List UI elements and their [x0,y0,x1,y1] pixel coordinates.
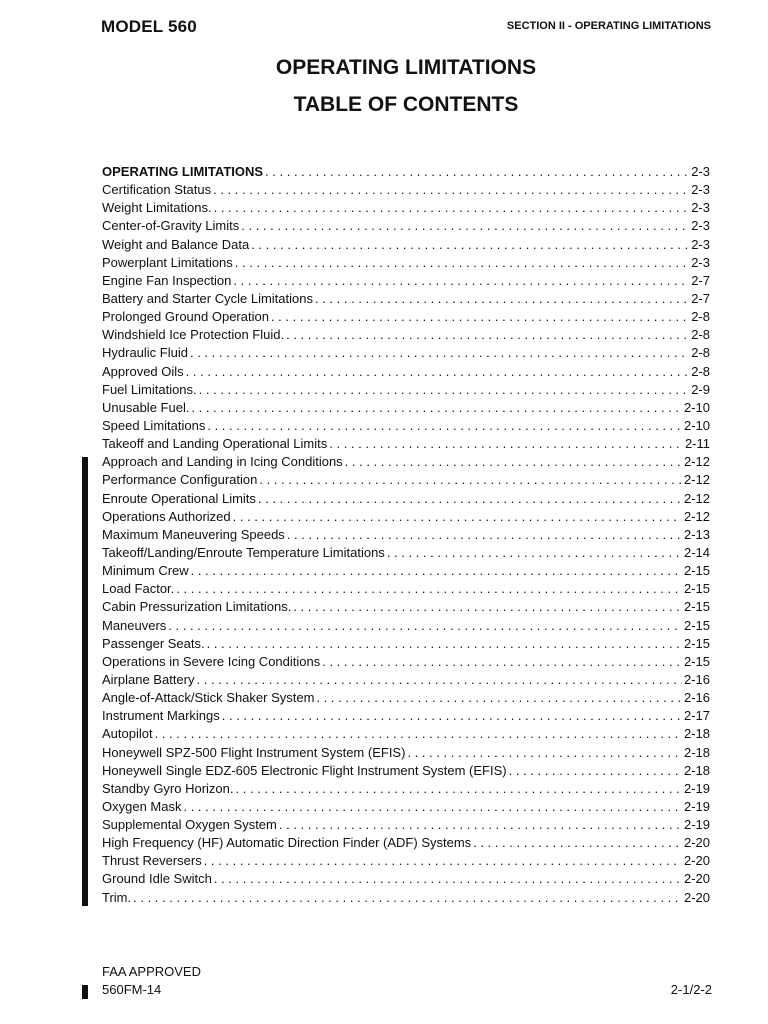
header-section: SECTION II - OPERATING LIMITATIONS [506,20,711,32]
toc-entry-page: 2-15 [683,653,710,669]
toc-entry-page: 2-3 [691,182,710,198]
toc-entry [102,471,710,489]
toc-entry [102,870,710,888]
toc-entry-page: 2-9 [691,381,710,397]
toc-entry [102,617,710,635]
toc-entry [102,399,710,417]
toc-entry [102,780,710,798]
toc-entry [102,290,710,308]
toc-entry-page: 2-19 [683,780,710,796]
toc-entry-page: 2-3 [691,200,710,216]
toc-dot-leader [271,308,689,326]
toc-dot-leader [214,870,682,888]
toc-entry-page: 2-15 [683,617,710,633]
toc-entry [102,272,710,290]
toc-entry [102,762,710,780]
toc-entry-label: Angle-of-Attack/Stick Shaker System [102,690,315,706]
toc-dot-leader [207,635,682,653]
toc-entry [102,363,710,381]
table-of-contents [102,163,710,907]
toc-entry [102,744,710,762]
toc-dot-leader [235,254,689,272]
toc-dot-leader [236,780,682,798]
toc-entry-label: Battery and Starter Cycle Limitations [102,290,313,306]
toc-dot-leader [241,217,689,235]
toc-entry-label: Enroute Operational Limits [102,490,256,506]
toc-entry [102,580,710,598]
toc-dot-leader [186,363,690,381]
toc-entry [102,308,710,326]
toc-entry-page: 2-8 [691,309,710,325]
toc-entry-label: Autopilot [102,726,153,742]
toc-entry-page: 2-16 [683,671,710,687]
toc-entry-label: Windshield Ice Protection Fluid. [102,327,285,343]
toc-entry-page: 2-3 [691,164,710,179]
toc-entry-label: Certification Status [102,182,212,198]
toc-entry-label: Performance Configuration [102,472,258,488]
toc-dot-leader [287,526,682,544]
toc-entry-page: 2-11 [684,436,710,452]
toc-entry [102,707,710,725]
toc-entry [102,689,710,707]
toc-entry-page: 2-10 [683,399,710,415]
toc-dot-leader [315,290,689,308]
toc-dot-leader [251,236,689,254]
toc-dot-leader [279,816,682,834]
toc-entry-label: High Frequency (HF) Automatic Direction Finder (ADF) Systems [102,835,472,851]
toc-entry [102,798,710,816]
toc-entry [102,544,710,562]
header-model: MODEL 560 [101,17,197,36]
toc-dot-leader [345,453,682,471]
toc-dot-leader [214,199,690,217]
toc-entry [102,816,710,834]
toc-dot-leader [233,508,682,526]
toc-entry-page: 2-18 [683,744,710,760]
toc-entry-page: 2-10 [683,417,710,433]
toc-entry-page: 2-20 [683,835,710,851]
toc-entry [102,834,710,852]
toc-dot-leader [316,689,682,707]
toc-entry-label: Supplemental Oxygen System [102,817,277,833]
toc-entry-label: Weight Limitations. [102,200,212,216]
toc-entry-page: 2-16 [683,690,710,706]
toc-entry-page: 2-15 [683,599,710,615]
toc-entry [102,671,710,689]
toc-entry-page: 2-13 [683,526,710,542]
toc-entry-label: Ground Idle Switch [102,871,212,887]
toc-entry-label: Speed Limitations [102,417,206,433]
toc-entry [102,526,710,544]
toc-dot-leader [286,326,689,344]
toc-entry-label: Center-of-Gravity Limits [102,218,240,234]
toc-entry [102,435,710,453]
toc-entry [102,236,710,254]
toc-entry-label: Takeoff and Landing Operational Limits [102,436,328,452]
toc-entry-page: 2-15 [683,563,710,579]
toc-entry [102,344,710,362]
toc-entry-page: 2-15 [683,581,710,597]
toc-entry-label: Trim. [102,889,132,905]
toc-dot-leader [509,762,682,780]
toc-entry-label: Load Factor. [102,581,175,597]
toc-entry [102,254,710,272]
toc-entry-label: Unusable Fuel. [102,399,190,415]
toc-entry-label: Takeoff/Landing/Enroute Temperature Limitations [102,544,385,560]
toc-entry-page: 2-20 [683,853,710,869]
toc-dot-leader [191,399,682,417]
toc-entry [102,417,710,435]
toc-dot-leader [293,598,682,616]
toc-entry-label: Approach and Landing in Icing Conditions [102,454,343,470]
toc-entry-label: Minimum Crew [102,563,189,579]
footer-page-number: 2-1/2-2 [670,982,712,997]
toc-entry-label: OPERATING LIMITATIONS [102,164,264,179]
toc-dot-leader [197,671,682,689]
footer-change-bar [82,985,88,999]
toc-dot-leader [233,272,689,290]
toc-entry [102,635,710,653]
toc-entry-page: 2-3 [691,254,710,270]
toc-entry-page: 2-7 [691,290,710,306]
toc-entry [102,725,710,743]
toc-dot-leader [199,381,690,399]
toc-entry-page: 2-19 [683,817,710,833]
toc-entry-page: 2-12 [683,490,710,506]
toc-entry-label: Operations Authorized [102,508,231,524]
toc-entry-page: 2-8 [691,363,710,379]
toc-dot-leader [222,707,682,725]
toc-entry-label: Thrust Reversers [102,853,202,869]
toc-entry-label: Hydraulic Fluid [102,345,188,361]
toc-entry-label: Weight and Balance Data [102,236,250,252]
toc-entry-page: 2-3 [691,218,710,234]
toc-entry-page: 2-14 [683,544,710,560]
toc-entry [102,181,710,199]
toc-entry-page: 2-20 [683,889,710,905]
toc-dot-leader [168,617,682,635]
revision-change-bar [82,457,88,906]
toc-dot-leader [387,544,682,562]
toc-entry [102,199,710,217]
toc-dot-leader [259,471,682,489]
toc-entry [102,508,710,526]
page-title: OPERATING LIMITATIONS [275,56,537,79]
toc-entry-page: 2-12 [683,454,710,470]
toc-dot-leader [191,562,682,580]
toc-entry-label: Approved Oils [102,363,184,379]
toc-entry-page: 2-20 [683,871,710,887]
toc-entry [102,381,710,399]
toc-entry [102,490,710,508]
footer-approval: FAA APPROVED [102,964,201,979]
toc-entry-page: 2-17 [683,708,710,724]
toc-dot-leader [176,580,682,598]
toc-entry-page: 2-3 [691,236,710,252]
footer-document-number: 560FM-14 [102,982,162,997]
toc-entry [102,163,710,181]
toc-entry-label: Fuel Limitations. [102,381,197,397]
toc-entry-label: Honeywell SPZ-500 Flight Instrument System (EFIS) [102,744,406,760]
toc-entry [102,326,710,344]
toc-entry-label: Airplane Battery [102,671,195,687]
toc-entry-label: Passenger Seats. [102,635,205,651]
toc-entry-label: Cabin Pressurization Limitations. [102,599,292,615]
toc-entry-label: Maximum Maneuvering Speeds [102,526,285,542]
toc-dot-leader [133,889,682,907]
toc-entry-label: Instrument Markings [102,708,220,724]
toc-entry-page: 2-8 [691,327,710,343]
toc-entry-page: 2-19 [683,798,710,814]
toc-dot-leader [322,653,682,671]
toc-dot-leader [258,490,682,508]
toc-dot-leader [204,852,682,870]
toc-dot-leader [473,834,682,852]
toc-entry-page: 2-15 [683,635,710,651]
toc-entry [102,598,710,616]
toc-entry [102,217,710,235]
toc-entry-page: 2-12 [683,508,710,524]
toc-entry [102,562,710,580]
toc-entry [102,852,710,870]
page-subtitle: TABLE OF CONTENTS [293,93,519,116]
toc-entry-page: 2-7 [691,272,710,288]
toc-entry-label: Oxygen Mask [102,798,182,814]
toc-dot-leader [407,744,682,762]
toc-dot-leader [265,163,689,181]
toc-dot-leader [183,798,681,816]
toc-dot-leader [155,725,682,743]
toc-entry-label: Powerplant Limitations [102,254,233,270]
toc-entry-page: 2-12 [683,472,710,488]
toc-entry-label: Maneuvers [102,617,167,633]
toc-entry [102,453,710,471]
toc-dot-leader [213,181,689,199]
toc-dot-leader [190,344,689,362]
toc-entry-label: Standby Gyro Horizon. [102,780,234,796]
toc-entry [102,889,710,907]
toc-entry-label: Operations in Severe Icing Conditions [102,653,321,669]
toc-entry-label: Engine Fan Inspection [102,272,232,288]
toc-entry-label: Prolonged Ground Operation [102,309,269,325]
toc-dot-leader [207,417,682,435]
toc-entry-label: Honeywell Single EDZ-605 Electronic Flight Instrument System (EFIS) [102,762,507,778]
toc-dot-leader [329,435,683,453]
toc-entry-page: 2-18 [683,762,710,778]
toc-entry-page: 2-8 [691,345,710,361]
toc-entry [102,653,710,671]
toc-entry-page: 2-18 [683,726,710,742]
